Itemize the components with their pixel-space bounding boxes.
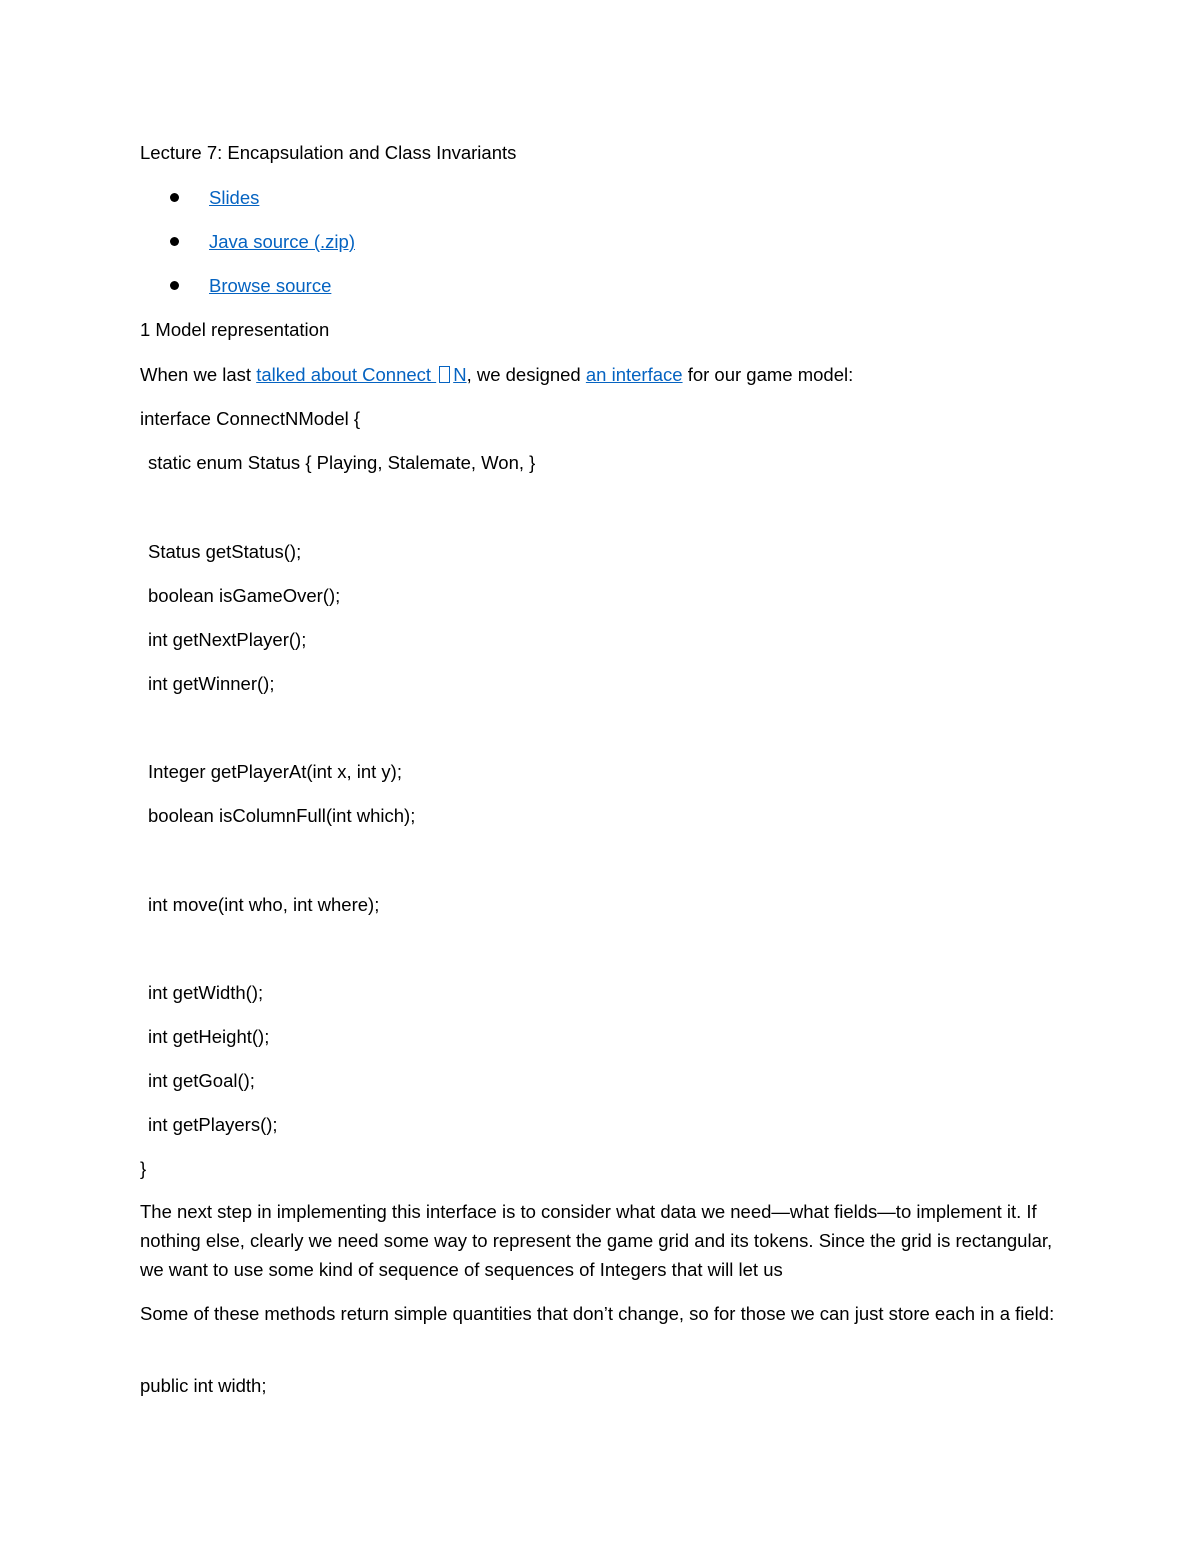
- section-heading: 1 Model representation: [140, 319, 330, 340]
- code-get-width: int getWidth();: [148, 982, 264, 1003]
- code-interface-open: interface ConnectNModel {: [140, 408, 361, 429]
- code-get-players: int getPlayers();: [148, 1114, 278, 1135]
- paragraph-fields: The next step in implementing this interface is to consider what data we need—what fields—to implement it. If nothing else, clearly we need some way to represent the game grid and its tokens. Since the grid is rectangular, we want to use some kind of sequence of sequences of Integers that will let us: [140, 1201, 1053, 1280]
- intro-sentence: [140, 364, 853, 386]
- code-interface-close: }: [140, 1158, 147, 1179]
- code-move: int move(int who, int where);: [148, 894, 380, 915]
- code-get-next-player: int getNextPlayer();: [148, 629, 307, 650]
- page-title: Lecture 7: Encapsulation and Class Invariants: [140, 142, 517, 163]
- bullet-icon: [170, 237, 179, 246]
- connect-n-link[interactable]: [256, 364, 466, 385]
- missing-glyph-icon: [439, 366, 450, 383]
- connect-n-link-text: talked about Connect: [256, 364, 437, 385]
- code-get-player-at: Integer getPlayerAt(int x, int y);: [148, 761, 402, 782]
- bullet-icon: [170, 281, 179, 290]
- intro-middle: , we designed: [466, 364, 586, 385]
- code-enum-status: static enum Status { Playing, Stalemate, Won, }: [148, 452, 536, 473]
- bullet-icon: [170, 193, 179, 202]
- java-source-link[interactable]: Java source (.zip): [209, 231, 355, 252]
- interface-link[interactable]: an interface: [585, 364, 683, 385]
- slides-link[interactable]: Slides: [209, 187, 260, 208]
- browse-source-link[interactable]: Browse source: [209, 275, 332, 296]
- code-get-winner: int getWinner();: [148, 673, 275, 694]
- code-is-game-over: boolean isGameOver();: [148, 585, 341, 606]
- code-get-goal: int getGoal();: [148, 1070, 255, 1091]
- connect-n-link-letter: N: [453, 364, 467, 385]
- intro-after: for our game model:: [682, 364, 854, 385]
- intro-before: When we last: [140, 364, 257, 385]
- paragraph-simple-quantities: Some of these methods return simple quantities that don’t change, so for those we can just store each in a field:: [140, 1303, 1055, 1324]
- code-public-int-width: public int width;: [140, 1375, 267, 1396]
- code-get-status: Status getStatus();: [148, 541, 302, 562]
- code-is-column-full: boolean isColumnFull(int which);: [148, 805, 416, 826]
- code-get-height: int getHeight();: [148, 1026, 270, 1047]
